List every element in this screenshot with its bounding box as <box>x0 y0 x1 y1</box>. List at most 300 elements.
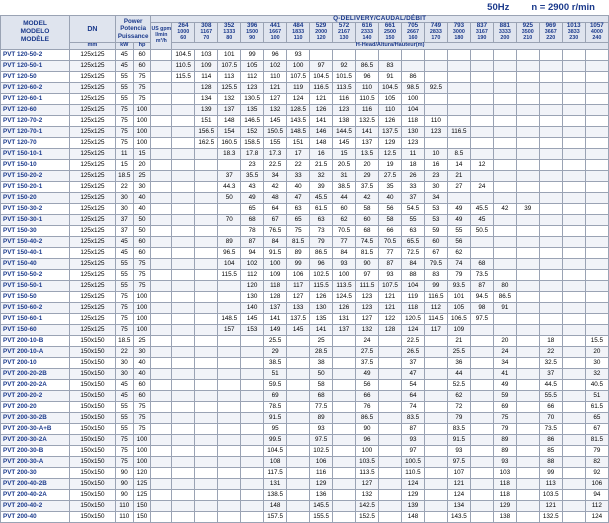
cell-head-12: 93.5 <box>447 280 470 291</box>
cell-head-9: 128 <box>379 324 402 335</box>
cell-head-10: 72.5 <box>401 247 424 258</box>
cell-head-7 <box>333 434 356 445</box>
cell-head-12 <box>447 137 470 148</box>
cell-head-13 <box>470 137 493 148</box>
cell-head-11 <box>424 60 447 71</box>
cell-head-2 <box>218 456 241 467</box>
cell-head-2 <box>218 423 241 434</box>
cell-head-16 <box>539 181 562 192</box>
cell-head-9: 19 <box>379 159 402 170</box>
cell-head-17 <box>562 137 585 148</box>
cell-head-13: 12 <box>470 159 493 170</box>
cell-kw: 55 <box>115 412 133 423</box>
cell-head-15 <box>516 390 539 401</box>
cell-unit-spacer <box>151 280 172 291</box>
cell-head-0 <box>172 236 195 247</box>
cell-head-11: 16 <box>424 159 447 170</box>
cell-head-18: 40.5 <box>585 379 608 390</box>
cell-head-17 <box>562 478 585 489</box>
cell-model: PVT 150-60-2 <box>1 302 70 313</box>
cell-head-17 <box>562 456 585 467</box>
cell-head-0 <box>172 192 195 203</box>
cell-head-4: 91.5 <box>264 247 287 258</box>
cell-head-13 <box>470 82 493 93</box>
cell-head-17 <box>562 104 585 115</box>
cell-head-11: 53 <box>424 214 447 225</box>
cell-head-4: 38.5 <box>264 357 287 368</box>
cell-head-18: 106 <box>585 478 608 489</box>
cell-model: PVT 200-40-2A <box>1 489 70 500</box>
cell-head-2: 107.5 <box>218 60 241 71</box>
cell-head-15 <box>516 258 539 269</box>
cell-head-15: 39 <box>516 203 539 214</box>
cell-head-12: 93 <box>447 445 470 456</box>
cell-unit-spacer <box>151 60 172 71</box>
cell-head-14: 79 <box>493 423 516 434</box>
cell-model: PVT 120-60-2 <box>1 82 70 93</box>
cell-hp: 75 <box>133 93 151 104</box>
cell-head-15 <box>516 434 539 445</box>
cell-head-16 <box>539 236 562 247</box>
cell-head-6: 135 <box>310 313 333 324</box>
cell-head-15 <box>516 225 539 236</box>
cell-head-14: 138 <box>493 511 516 522</box>
cell-head-4: 34 <box>264 170 287 181</box>
cell-head-9: 56 <box>379 203 402 214</box>
cell-head-5: 81.5 <box>287 236 310 247</box>
cell-head-5 <box>287 500 310 511</box>
cell-head-10: 64 <box>401 390 424 401</box>
cell-head-17 <box>562 159 585 170</box>
cell-head-13 <box>470 49 493 60</box>
cell-model: PVT 200-10 <box>1 357 70 368</box>
cell-head-7 <box>333 467 356 478</box>
cell-head-7 <box>333 379 356 390</box>
cell-unit-spacer <box>151 412 172 423</box>
cell-head-11: 92.5 <box>424 82 447 93</box>
cell-head-1 <box>195 148 218 159</box>
cell-head-8: 110 <box>356 82 379 93</box>
cell-unit-spacer <box>151 302 172 313</box>
cell-head-4: 76.5 <box>264 225 287 236</box>
cell-head-15 <box>516 247 539 258</box>
cell-head-2: 104 <box>218 258 241 269</box>
cell-head-12: 25.5 <box>447 346 470 357</box>
cell-head-12: 143.5 <box>447 511 470 522</box>
cell-head-3 <box>241 434 264 445</box>
cell-head-17 <box>562 324 585 335</box>
cell-kw: 37 <box>115 214 133 225</box>
cell-head-16: 70 <box>539 412 562 423</box>
cell-head-9: 121 <box>379 291 402 302</box>
q-col-17: 1013 3833 230 <box>562 23 585 43</box>
cell-head-3 <box>241 478 264 489</box>
cell-head-6: 155.5 <box>310 511 333 522</box>
cell-unit-spacer <box>151 236 172 247</box>
cell-head-12 <box>447 93 470 104</box>
cell-head-11 <box>424 49 447 60</box>
cell-head-6: 102.5 <box>310 445 333 456</box>
cell-head-17 <box>562 500 585 511</box>
cell-head-4: 127 <box>264 93 287 104</box>
cell-head-5: 117 <box>287 280 310 291</box>
cell-head-9: 66 <box>379 225 402 236</box>
cell-head-14: 41 <box>493 368 516 379</box>
cell-head-15 <box>516 412 539 423</box>
cell-head-0 <box>172 423 195 434</box>
cell-head-6: 116.5 <box>310 82 333 93</box>
cell-head-6: 126 <box>310 291 333 302</box>
cell-head-17 <box>562 401 585 412</box>
cell-head-18: 79 <box>585 445 608 456</box>
cell-head-7: 93 <box>333 258 356 269</box>
cell-head-14 <box>493 214 516 225</box>
cell-head-9 <box>379 445 402 456</box>
cell-head-7: 113.5 <box>333 82 356 93</box>
cell-head-13 <box>470 170 493 181</box>
cell-head-9 <box>379 467 402 478</box>
cell-head-16: 66 <box>539 401 562 412</box>
table-row <box>1 313 609 324</box>
cell-head-2 <box>218 467 241 478</box>
cell-head-6: 116 <box>310 467 333 478</box>
cell-head-17 <box>562 93 585 104</box>
cell-head-14 <box>493 60 516 71</box>
cell-head-13 <box>470 511 493 522</box>
cell-head-16 <box>539 247 562 258</box>
cell-head-13: 87 <box>470 280 493 291</box>
cell-model: PVT 150-50-2 <box>1 269 70 280</box>
cell-kw: 75 <box>115 445 133 456</box>
cell-head-4: 69 <box>264 390 287 401</box>
cell-unit-spacer <box>151 445 172 456</box>
cell-head-7 <box>333 401 356 412</box>
cell-head-0 <box>172 478 195 489</box>
cell-model: PVT 200-30-2A <box>1 434 70 445</box>
cell-head-2 <box>218 379 241 390</box>
cell-head-3: 120 <box>241 280 264 291</box>
cell-dn: 125x125 <box>69 225 115 236</box>
cell-head-8: 113.5 <box>356 467 379 478</box>
cell-dn: 150x150 <box>69 511 115 522</box>
cell-head-1 <box>195 412 218 423</box>
cell-head-2 <box>218 368 241 379</box>
cell-head-13: 24 <box>470 181 493 192</box>
cell-dn: 125x125 <box>69 280 115 291</box>
cell-head-17 <box>562 82 585 93</box>
cell-head-10: 65.5 <box>401 236 424 247</box>
q-col-1: 308 1167 70 <box>195 23 218 43</box>
cell-head-0 <box>172 291 195 302</box>
cell-head-3 <box>241 335 264 346</box>
cell-head-9 <box>379 489 402 500</box>
cell-head-15 <box>516 346 539 357</box>
cell-head-17 <box>562 148 585 159</box>
cell-head-2: 44.3 <box>218 181 241 192</box>
cell-unit-spacer <box>151 269 172 280</box>
cell-head-14: 49 <box>493 379 516 390</box>
cell-head-5 <box>287 368 310 379</box>
cell-head-9: 27.5 <box>379 170 402 181</box>
cell-head-11: 67 <box>424 247 447 258</box>
cell-head-1 <box>195 170 218 181</box>
cell-head-5: 137.5 <box>287 313 310 324</box>
cell-unit-spacer <box>151 335 172 346</box>
table-row <box>1 236 609 247</box>
cell-kw: 18.5 <box>115 335 133 346</box>
cell-head-3: 35.5 <box>241 170 264 181</box>
cell-unit-spacer <box>151 203 172 214</box>
cell-head-12: 79 <box>447 412 470 423</box>
cell-head-16: 99 <box>539 467 562 478</box>
cell-head-4: 145 <box>264 115 287 126</box>
cell-head-4: 100 <box>264 258 287 269</box>
cell-head-18: 65 <box>585 412 608 423</box>
cell-head-3: 23 <box>241 159 264 170</box>
cell-head-8: 29 <box>356 170 379 181</box>
cell-head-8: 111.5 <box>356 280 379 291</box>
cell-head-7 <box>333 49 356 60</box>
col-header-dn-unit: mm <box>69 43 115 50</box>
table-row <box>1 390 609 401</box>
cell-head-10: 54.5 <box>401 203 424 214</box>
cell-head-11: 110 <box>424 115 447 126</box>
cell-head-10: 100 <box>401 93 424 104</box>
cell-head-10: 123 <box>401 137 424 148</box>
cell-head-0 <box>172 313 195 324</box>
cell-head-8: 60 <box>356 214 379 225</box>
cell-kw: 90 <box>115 467 133 478</box>
frequency-label: 50Hz <box>487 2 510 13</box>
q-col-13: 837 3167 190 <box>470 23 493 43</box>
cell-head-5: 128.5 <box>287 104 310 115</box>
cell-head-3 <box>241 368 264 379</box>
cell-head-15 <box>516 60 539 71</box>
cell-head-5: 106 <box>287 269 310 280</box>
cell-kw: 75 <box>115 324 133 335</box>
cell-unit-spacer <box>151 291 172 302</box>
cell-head-13 <box>470 500 493 511</box>
cell-head-14: 118 <box>493 478 516 489</box>
cell-head-0 <box>172 302 195 313</box>
cell-kw: 110 <box>115 511 133 522</box>
cell-kw: 45 <box>115 49 133 60</box>
cell-head-12: 52.5 <box>447 379 470 390</box>
table-row <box>1 137 609 148</box>
cell-head-17 <box>562 423 585 434</box>
cell-head-12: 21 <box>447 335 470 346</box>
cell-head-5: 143.5 <box>287 115 310 126</box>
cell-head-8: 58 <box>356 203 379 214</box>
cell-head-7 <box>333 500 356 511</box>
cell-head-10: 124 <box>401 324 424 335</box>
cell-head-13: 50.5 <box>470 225 493 236</box>
cell-head-18: 92 <box>585 467 608 478</box>
table-row <box>1 478 609 489</box>
cell-head-14: 75 <box>493 412 516 423</box>
cell-head-10: 37 <box>401 357 424 368</box>
cell-head-9 <box>379 511 402 522</box>
cell-head-14 <box>493 170 516 181</box>
cell-dn: 125x125 <box>69 214 115 225</box>
cell-head-11: 112 <box>424 302 447 313</box>
cell-unit-spacer <box>151 511 172 522</box>
cell-head-4: 67 <box>264 214 287 225</box>
cell-head-0 <box>172 181 195 192</box>
cell-head-9: 58 <box>379 214 402 225</box>
cell-head-11 <box>424 346 447 357</box>
cell-hp: 125 <box>133 489 151 500</box>
cell-head-16 <box>539 170 562 181</box>
cell-hp: 100 <box>133 126 151 137</box>
cell-head-10: 47 <box>401 368 424 379</box>
cell-head-4: 84 <box>264 236 287 247</box>
cell-head-10: 139 <box>401 500 424 511</box>
cell-head-4: 109 <box>264 269 287 280</box>
cell-head-6: 126 <box>310 104 333 115</box>
table-head <box>1 16 609 50</box>
cell-head-10: 97 <box>401 445 424 456</box>
cell-dn: 150x150 <box>69 346 115 357</box>
cell-head-10: 104 <box>401 104 424 115</box>
cell-head-4: 132 <box>264 104 287 115</box>
cell-dn: 125x125 <box>69 93 115 104</box>
cell-head-2: 70 <box>218 214 241 225</box>
cell-head-3 <box>241 379 264 390</box>
cell-head-12: 97.5 <box>447 456 470 467</box>
cell-head-14: 69 <box>493 401 516 412</box>
cell-head-0 <box>172 401 195 412</box>
unit-usgpm: US gpm <box>151 26 172 33</box>
cell-head-18: 15.5 <box>585 335 608 346</box>
cell-head-7: 31 <box>333 170 356 181</box>
cell-head-0 <box>172 335 195 346</box>
cell-kw: 90 <box>115 489 133 500</box>
cell-unit-spacer <box>151 214 172 225</box>
q-col-2: 352 1333 80 <box>218 23 241 43</box>
cell-head-10 <box>401 60 424 71</box>
cell-head-17 <box>562 269 585 280</box>
cell-head-6: 25 <box>310 335 333 346</box>
cell-head-5: 124 <box>287 93 310 104</box>
cell-head-13 <box>470 324 493 335</box>
cell-head-6: 102.5 <box>310 269 333 280</box>
cell-head-18 <box>585 192 608 203</box>
cell-head-15 <box>516 401 539 412</box>
cell-head-14 <box>493 269 516 280</box>
cell-head-3: 65 <box>241 203 264 214</box>
cell-head-4: 108 <box>264 456 287 467</box>
cell-head-2 <box>218 203 241 214</box>
cell-head-6: 141 <box>310 115 333 126</box>
cell-head-8: 127 <box>356 313 379 324</box>
cell-dn: 150x150 <box>69 500 115 511</box>
cell-head-4: 51 <box>264 368 287 379</box>
cell-unit-spacer <box>151 247 172 258</box>
cell-head-3: 112 <box>241 269 264 280</box>
cell-head-8 <box>356 49 379 60</box>
table-row <box>1 280 609 291</box>
table-row <box>1 357 609 368</box>
cell-head-9: 104.5 <box>379 82 402 93</box>
cell-hp: 100 <box>133 137 151 148</box>
cell-head-6: 38 <box>310 357 333 368</box>
cell-head-8: 27.5 <box>356 346 379 357</box>
cell-kw: 45 <box>115 236 133 247</box>
cell-unit-spacer <box>151 390 172 401</box>
cell-head-1 <box>195 247 218 258</box>
cell-head-12: 106.5 <box>447 313 470 324</box>
cell-head-3: 105 <box>241 60 264 71</box>
cell-model: PVT 120-60-1 <box>1 93 70 104</box>
cell-head-15 <box>516 104 539 115</box>
cell-head-9: 110 <box>379 104 402 115</box>
cell-head-5: 22 <box>287 159 310 170</box>
cell-head-17 <box>562 390 585 401</box>
cell-head-12: 116.5 <box>447 126 470 137</box>
cell-kw: 55 <box>115 269 133 280</box>
cell-hp: 100 <box>133 434 151 445</box>
cell-head-6: 146 <box>310 126 333 137</box>
cell-kw: 55 <box>115 423 133 434</box>
cell-head-4: 64 <box>264 203 287 214</box>
cell-head-6: 104.5 <box>310 71 333 82</box>
cell-head-3: 158.5 <box>241 137 264 148</box>
cell-head-10: 119 <box>401 291 424 302</box>
cell-head-12 <box>447 49 470 60</box>
cell-head-13 <box>470 71 493 82</box>
cell-head-17 <box>562 357 585 368</box>
cell-head-14: 129 <box>493 500 516 511</box>
cell-head-7: 144.5 <box>333 126 356 137</box>
cell-head-9 <box>379 478 402 489</box>
cell-head-7: 92 <box>333 60 356 71</box>
cell-head-14: 103 <box>493 467 516 478</box>
cell-head-14: 42 <box>493 203 516 214</box>
cell-head-15 <box>516 49 539 60</box>
cell-head-4: 150.5 <box>264 126 287 137</box>
cell-head-2: 137 <box>218 104 241 115</box>
cell-kw: 55 <box>115 82 133 93</box>
cell-head-5: 100 <box>287 60 310 71</box>
cell-head-9 <box>379 379 402 390</box>
cell-head-2: 160.5 <box>218 137 241 148</box>
cell-kw: 55 <box>115 93 133 104</box>
cell-model: PVT 200-20-2B <box>1 368 70 379</box>
cell-head-18 <box>585 104 608 115</box>
cell-head-16 <box>539 203 562 214</box>
cell-dn: 125x125 <box>69 82 115 93</box>
cell-head-16 <box>539 291 562 302</box>
cell-head-13 <box>470 390 493 401</box>
cell-head-15 <box>516 324 539 335</box>
cell-head-9 <box>379 346 402 357</box>
cell-head-11: 116.5 <box>424 291 447 302</box>
cell-head-17 <box>562 214 585 225</box>
cell-head-8: 24 <box>356 335 379 346</box>
cell-model: PVT 200-20-2 <box>1 390 70 401</box>
cell-head-2: 154 <box>218 126 241 137</box>
cell-model: PVT 120-50-2 <box>1 49 70 60</box>
cell-head-11: 60 <box>424 236 447 247</box>
q-col-8: 616 2333 140 <box>356 23 379 43</box>
cell-model: PVT 120-70-2 <box>1 115 70 126</box>
cell-head-2 <box>218 478 241 489</box>
cell-head-5: 148.5 <box>287 126 310 137</box>
cell-head-14 <box>493 236 516 247</box>
cell-head-3: 130 <box>241 291 264 302</box>
cell-head-5: 75 <box>287 225 310 236</box>
